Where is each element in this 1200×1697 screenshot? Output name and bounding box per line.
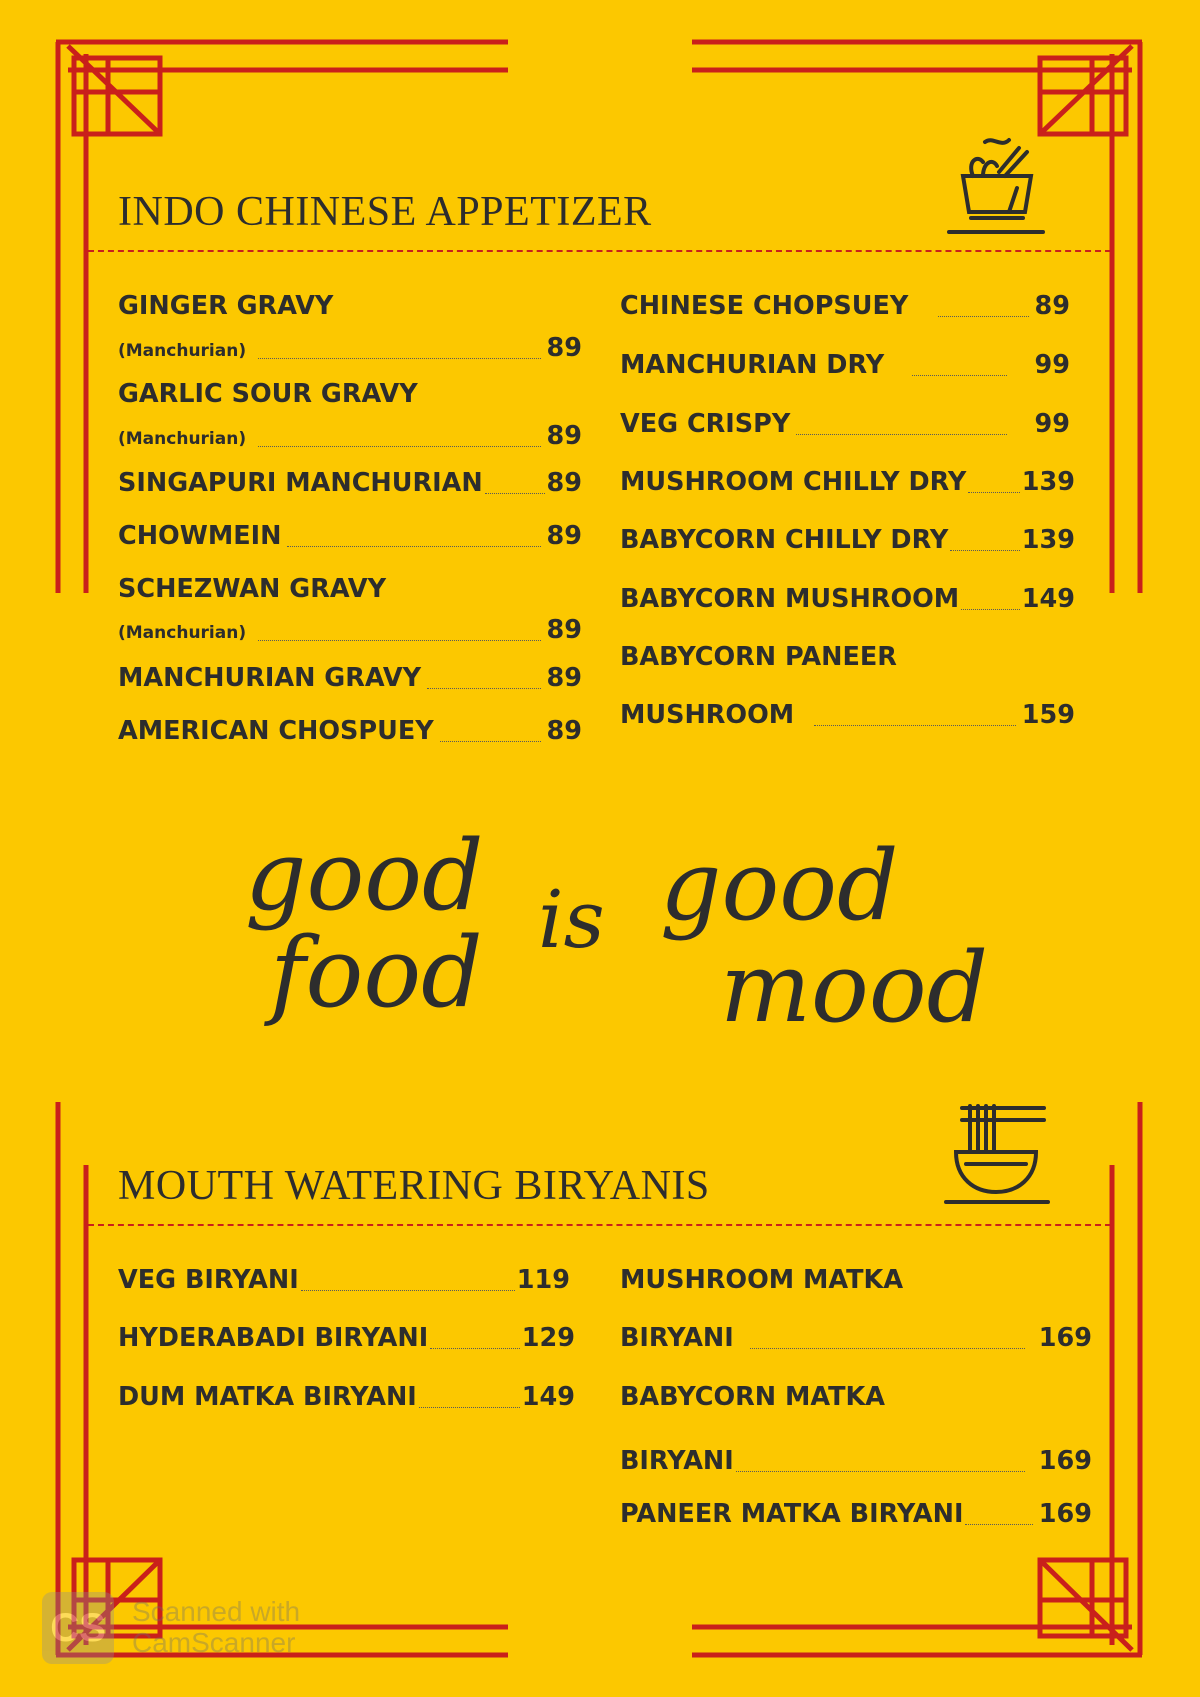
menu-item-name-cont: BIRYANI [620,1446,734,1476]
menu-item-price: 89 [546,333,582,363]
dot-leader [419,1407,520,1408]
menu-item [620,291,1070,321]
bowl-with-chopsticks-icon [942,1102,1052,1210]
menu-item-price: 129 [521,1323,575,1353]
dot-leader [258,446,540,447]
menu-item-sub: (Manchurian) [118,428,247,449]
section-divider [88,1224,1111,1226]
slogan-word: good [660,830,899,942]
menu-item-price: 149 [1021,584,1075,614]
menu-item [620,409,1070,439]
menu-item-name: BABYCORN PANEER [620,642,897,672]
menu-item-name: AMERICAN CHOSPUEY [118,716,434,746]
menu-item-price: 119 [516,1265,570,1295]
menu-item-price: 169 [1038,1446,1092,1476]
menu-item-sub: (Manchurian) [118,622,247,643]
slogan-word: food [270,917,483,1029]
camscanner-logo-icon: CS [42,1592,114,1664]
menu-item-name: BABYCORN MATKA [620,1382,886,1412]
menu-item [118,421,582,451]
watermark-line: CamScanner [132,1627,296,1658]
menu-item-name: MUSHROOM CHILLY DRY [620,467,967,497]
menu-item [118,663,582,693]
section-divider [88,250,1111,252]
dot-leader [950,550,1019,551]
menu-item-name: BABYCORN MUSHROOM [620,584,960,614]
menu-item [118,333,582,363]
dot-leader [750,1348,1025,1349]
menu-item-price: 159 [1021,700,1075,730]
dot-leader [287,546,540,547]
dot-leader [258,358,540,359]
menu-item-name: MANCHURIAN DRY [620,350,885,380]
dot-leader [968,492,1019,493]
menu-item-price: 149 [521,1382,575,1412]
watermark-text [132,1597,300,1659]
menu-item-name: HYDERABADI BIRYANI [118,1323,429,1353]
menu-item [620,525,1075,555]
camscanner-watermark [42,1592,300,1664]
dot-leader [796,434,1006,435]
menu-item [118,1265,570,1295]
menu-item-name: SCHEZWAN GRAVY [118,574,387,604]
menu-item [620,584,1075,614]
watermark-line: Scanned with [132,1596,301,1628]
menu-item-name: VEG BIRYANI [118,1265,299,1295]
menu-item-price: 169 [1038,1499,1092,1529]
slogan-word: mood [720,932,989,1044]
menu-item-name: CHINESE CHOPSUEY [620,291,909,321]
menu-item-name: MANCHURIAN GRAVY [118,663,422,693]
menu-item-sub: (Manchurian) [118,340,247,361]
menu-item-price: 89 [1034,291,1070,321]
menu-item-name: DUM MATKA BIRYANI [118,1382,417,1412]
menu-item [620,1499,1092,1529]
menu-item-price: 169 [1038,1323,1092,1353]
menu-item-price: 89 [546,615,582,645]
menu-item-price: 89 [546,663,582,693]
menu-item-price: 139 [1021,467,1075,497]
menu-item [620,700,1075,730]
menu-item [118,468,582,498]
dot-leader [814,725,1016,726]
menu-item [620,350,1070,380]
dot-leader [912,375,1006,376]
slogan-word: is [538,873,605,966]
menu-item-name-cont: MUSHROOM [620,700,795,730]
menu-item [118,521,582,551]
dot-leader [485,493,545,494]
noodle-bowl-icon [945,132,1045,240]
menu-item-name: SINGAPURI MANCHURIAN [118,468,483,498]
menu-item-name: GINGER GRAVY [118,291,334,321]
dot-leader [427,688,540,689]
menu-item [620,467,1075,497]
menu-item [620,1446,1092,1476]
slogan-word: good [245,820,484,932]
menu-item-name: BABYCORN CHILLY DRY [620,525,949,555]
menu-item-price: 99 [1034,350,1070,380]
menu-item-price: 99 [1034,409,1070,439]
menu-item-name: GARLIC SOUR GRAVY [118,379,418,409]
dot-leader [430,1348,520,1349]
dot-leader [961,609,1020,610]
menu-item-name: PANEER MATKA BIRYANI [620,1499,964,1529]
section-title-biryanis: MOUTH WATERING BIRYANIS [118,1163,710,1209]
dot-leader [440,741,541,742]
dot-leader [258,640,540,641]
menu-item-name: CHOWMEIN [118,521,282,551]
dot-leader [965,1524,1032,1525]
section-title-appetizer: INDO CHINESE APPETIZER [118,189,652,235]
menu-item [118,716,582,746]
menu-item [118,1382,575,1412]
menu-item-price: 139 [1021,525,1075,555]
menu-item-name-cont: BIRYANI [620,1323,734,1353]
menu-item-price: 89 [546,716,582,746]
dot-leader [938,316,1028,317]
menu-item-price: 89 [546,468,582,498]
menu-item-name: MUSHROOM MATKA [620,1265,904,1295]
menu-item-price: 89 [546,421,582,451]
menu-item-price: 89 [546,521,582,551]
menu-item [118,615,582,645]
menu-item [620,1323,1092,1353]
menu-item-name: VEG CRISPY [620,409,791,439]
menu-item [118,1323,575,1353]
dot-leader [301,1290,515,1291]
dot-leader [736,1471,1025,1472]
